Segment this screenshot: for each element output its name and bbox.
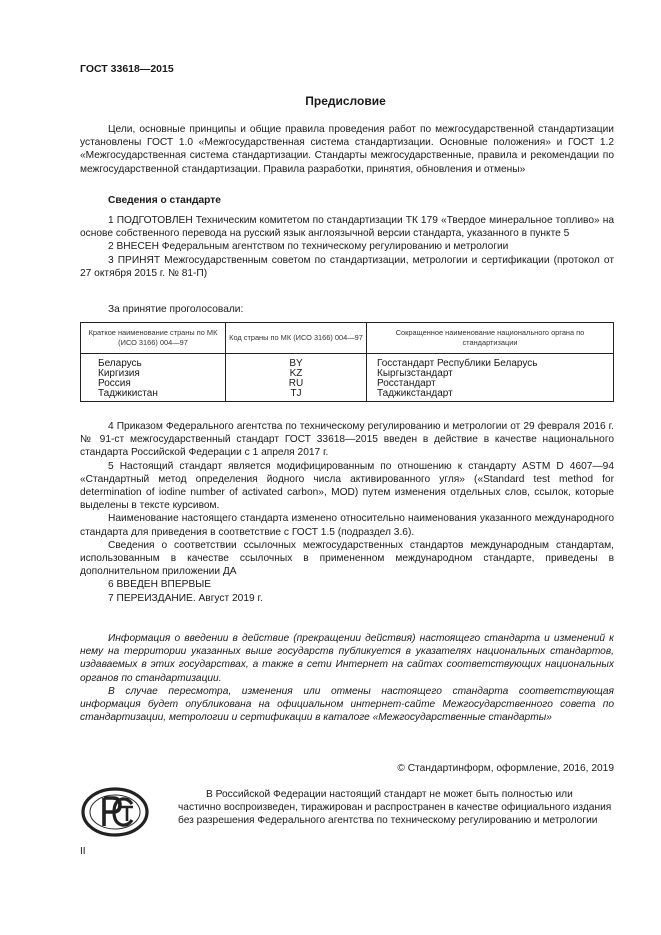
header-country: Краткое наименование страны по МК (ИСО 3166) 004—97 xyxy=(81,323,226,354)
cell-country: Россия xyxy=(81,379,226,389)
voted-label: За принятие проголосовали: xyxy=(108,304,244,315)
document-code: ГОСТ 33618—2015 xyxy=(80,63,174,75)
table-row xyxy=(81,354,614,370)
voting-table xyxy=(80,322,614,402)
page-number: II xyxy=(80,846,86,857)
cell-country: Беларусь xyxy=(81,354,226,370)
table-row xyxy=(81,379,614,389)
cell-country: Таджикистан xyxy=(81,389,226,402)
cell-country: Киргизия xyxy=(81,369,226,379)
publication-info xyxy=(80,632,614,724)
cell-code: BY xyxy=(226,354,367,370)
intro-paragraph: Цели, основные принципы и общие правила проведения работ по межгосударственной стандартизации установлены ГОСТ 1.0 «Межгосударственная система стандартизации. Основные положения» и ГОСТ 1.2 «Межгосударственная система стандартизации. Стандарты межгосударственные, правила и рекомендации по межгосударственной стандартизации. Правила разработки, принятия, обновления и отмены» xyxy=(80,124,614,175)
info-item-5-refs-note: Сведения о соответствии ссылочных межгосударственных стандартов международным стандартам, использованным в качестве ссылочных в примененном международном стандарте, приведены в дополнительном приложении ДА xyxy=(80,539,614,578)
info-item-3: 3 ПРИНЯТ Межгосударственным советом по стандартизации, метрологии и сертификации (протокол от 27 октября 2015 г. № 81-П) xyxy=(80,254,614,279)
copyright: © Стандартинформ, оформление, 2016, 2019 xyxy=(397,763,614,774)
info-italic-2: В случае пересмотра, изменения или отмены настоящего стандарта соответствующая информация будет опубликована на официальном интернет-сайте Межгосударственного совета по стандартизации, метрологии и сертификации в каталоге «Межгосударственные стандарты» xyxy=(80,685,614,724)
header-code: Код страны по МК (ИСО 3166) 004—97 xyxy=(226,323,367,354)
cell-code: TJ xyxy=(226,389,367,402)
cell-body: Росстандарт xyxy=(367,379,614,389)
reproduction-notice: В Российской Федерации настоящий стандарт не может быть полностью или частично воспроизведен, тиражирован и распространен в качестве официального издания без разрешения Федерального агентства по техническому регулированию и метрологии xyxy=(178,789,612,827)
cell-body: Кыргызстандарт xyxy=(367,369,614,379)
rst-logo-icon xyxy=(80,786,150,838)
info-item-4: 4 Приказом Федерального агентства по техническому регулированию и метрологии от 29 февраля 2016 г. № 91-ст межгосударственный стандарт ГОСТ 33618—2015 введен в действие в качестве национального стандарта Российской Федерации с 1 апреля 2017 г. xyxy=(80,421,614,459)
info-item-5: 5 Настоящий стандарт является модифицированным по отношению к стандарту ASTM D 4607—94 «Стандартный метод определения йодного числа активированного угля» («Standard test method for determination of iodine number of activated carbon», MOD) путем изменения отдельных слов, ссылок, которые выделены в тексте курсивом. xyxy=(80,460,614,512)
page-title: Предисловие xyxy=(305,94,386,108)
cell-body: Госстандарт Республики Беларусь xyxy=(367,354,614,370)
info-item-6: 6 ВВЕДЕН ВПЕРВЫЕ xyxy=(108,579,212,591)
info-item-5-name-note: Наименование настоящего стандарта изменено относительно наименования указанного международного стандарта для приведения в соответствие с ГОСТ 1.5 (подраздел 3.6). xyxy=(80,513,614,538)
section-title: Сведения о стандарте xyxy=(108,195,221,206)
header-body: Сокращенное наименование национального органа по стандартизации xyxy=(367,323,614,354)
info-italic-1: Информация о введении в действие (прекращении действия) настоящего стандарта и изменений к нему на территории указанных выше государств публикуется в указателях национальных стандартов, издаваемых в этих государствах, а также в сети Интернет на сайтах соответствующих национальных органов по стандартизации. xyxy=(80,633,614,684)
cell-code: RU xyxy=(226,379,367,389)
table-header-row xyxy=(81,323,614,354)
standard-info-list-b xyxy=(80,420,614,605)
cell-body: Таджикстандарт xyxy=(367,389,614,402)
table-row xyxy=(81,389,614,402)
cell-code: KZ xyxy=(226,369,367,379)
table-row xyxy=(81,369,614,379)
info-item-7: 7 ПЕРЕИЗДАНИЕ. Август 2019 г. xyxy=(108,592,263,604)
info-item-1: 1 ПОДГОТОВЛЕН Техническим комитетом по стандартизации ТК 179 «Твердое минеральное топливо» на основе собственного перевода на русский язык англоязычной версии стандарта, указанного в пункте 5 xyxy=(80,215,614,240)
info-item-2: 2 ВНЕСЕН Федеральным агентством по техническому регулированию и метрологии xyxy=(108,241,509,253)
standard-info-list-a xyxy=(80,214,614,280)
